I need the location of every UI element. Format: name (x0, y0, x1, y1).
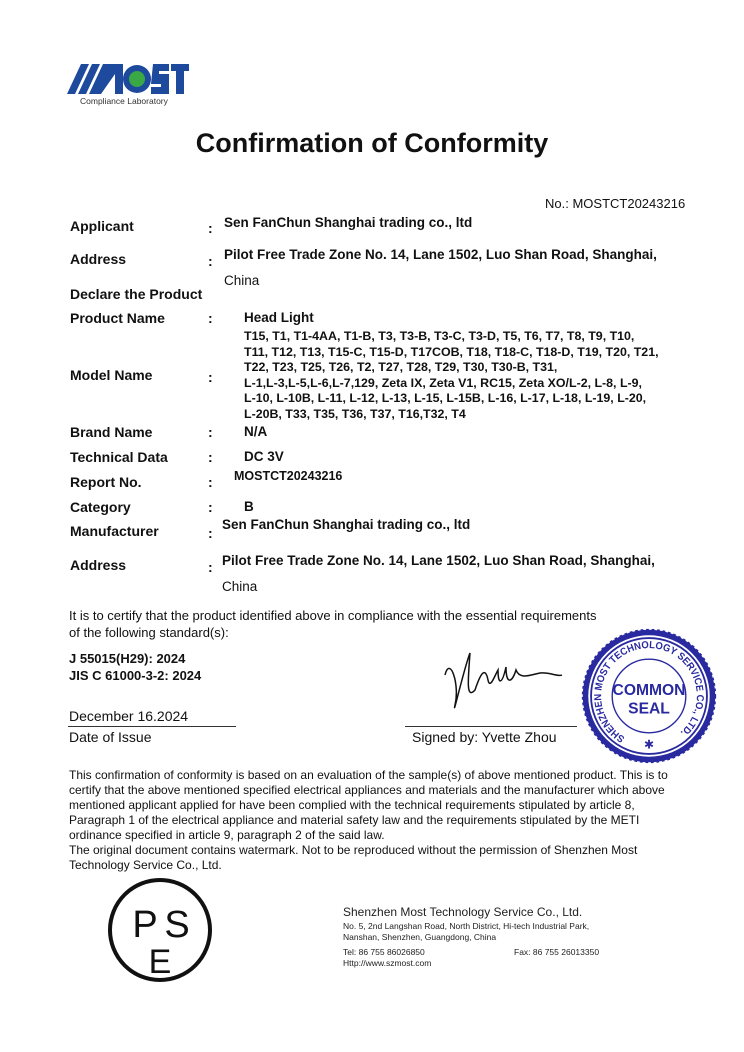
manufacturer-label: Manufacturer (70, 523, 159, 539)
svg-text:E: E (148, 943, 172, 981)
issue-date: December 16.2024 (69, 708, 189, 724)
colon: : (208, 499, 213, 515)
svg-text:S: S (164, 904, 190, 946)
signed-by: Signed by: Yvette Zhou (412, 729, 557, 745)
brand-value: N/A (244, 424, 268, 439)
tech-label: Technical Data (70, 449, 168, 465)
paragraph-1: This confirmation of conformity is based on an evaluation of the sample(s) of above mentioned product. This is to certify that the above mentioned specified electrical appliances and materials and the manufacturer which above mentioned applicant applied for have been complied with the technical requirements stipulated by article 8, Paragraph 1 of the electrical appliance and material safety law and the requirements stipulated by the METI ordinance specified in article 9, paragraph 2 of the said law. (69, 768, 668, 842)
logo-subtitle: Compliance Laboratory (80, 96, 168, 106)
pse-mark (107, 877, 213, 988)
model-list (244, 329, 659, 423)
brand-label: Brand Name (70, 424, 153, 440)
svg-text:P: P (132, 904, 158, 946)
tech-value: DC 3V (244, 449, 284, 464)
signature (440, 645, 565, 730)
footer-fax: Fax: 86 755 26013350 (514, 947, 600, 957)
date-label: Date of Issue (69, 729, 152, 745)
date-line (68, 726, 236, 727)
address2-line2: China (222, 579, 258, 594)
model-line: T11, T12, T13, T15-C, T15-D, T17COB, T18, T18-C, T18-D, T19, T20, T21, (244, 344, 659, 359)
colon: : (208, 253, 213, 269)
footer-website[interactable]: Http://www.szmost.com (343, 958, 432, 968)
model-line: T22, T23, T25, T26, T2, T27, T28, T29, T30, T30-B, T31, (244, 360, 558, 375)
colon: : (208, 449, 213, 465)
colon: : (208, 525, 213, 541)
svg-text:✱: ✱ (643, 737, 655, 752)
paragraph-2: The original document contains watermark. Not to be reproduced without the permission of Shenzhen Most Technology Service Co., Ltd. (69, 843, 638, 872)
footer-address1: No. 5, 2nd Langshan Road, North District, Hi-tech Industrial Park, (343, 921, 590, 931)
address-line2: China (224, 273, 260, 288)
page-title: Confirmation of Conformity (195, 128, 549, 158)
certificate-number (545, 196, 685, 211)
model-line: L-20B, T33, T35, T36, T37, T16,T32, T4 (244, 406, 466, 421)
address2-label: Address (70, 557, 127, 573)
category-label: Category (70, 499, 131, 515)
product-value: Head Light (244, 310, 314, 325)
standard-1: J 55015(H29): 2024 (69, 651, 186, 666)
colon: : (208, 474, 213, 490)
svg-text:SHENZHEN MOST TECHNOLOGY SERVI: SHENZHEN MOST TECHNOLOGY SERVICE CO., LTD. (593, 639, 705, 745)
colon: : (208, 424, 213, 440)
declare-label: Declare the Product (70, 286, 203, 302)
svg-text:SEAL: SEAL (628, 700, 670, 718)
number-label: No.: (545, 196, 569, 211)
colon: : (208, 220, 213, 236)
colon: : (208, 369, 213, 385)
footer-tel: Tel: 86 755 86026850 (343, 947, 425, 957)
model-line: L-10, L-10B, L-11, L-12, L-13, L-15, L-15B, L-16, L-17, L-18, L-19, L-20, (244, 391, 647, 406)
conformity-paragraph (69, 768, 689, 873)
footer-company: Shenzhen Most Technology Service Co., Ltd. (343, 905, 583, 919)
address-line1: Pilot Free Trade Zone No. 14, Lane 1502, Luo Shan Road, Shanghai, (224, 247, 657, 262)
report-value: MOSTCT20243216 (234, 469, 343, 483)
address-label: Address (70, 251, 127, 267)
report-label: Report No. (70, 474, 142, 490)
standard-2: JIS C 61000-3-2: 2024 (69, 668, 202, 683)
model-line: T15, T1, T1-4AA, T1-B, T3, T3-B, T3-C, T3-D, T5, T6, T7, T8, T9, T10, (244, 329, 635, 343)
colon: : (208, 559, 213, 575)
address2-line1: Pilot Free Trade Zone No. 14, Lane 1502, Luo Shan Road, Shanghai, (222, 553, 655, 568)
number-value: MOSTCT20243216 (572, 196, 686, 211)
applicant-value: Sen FanChun Shanghai trading co., ltd (224, 215, 473, 230)
colon: : (208, 310, 213, 326)
product-label: Product Name (70, 310, 165, 326)
model-line: L-1,L-3,L-5,L-6,L-7,129, Zeta IX, Zeta V1, RC15, Zeta XO/L-2, L-8, L-9, (244, 375, 642, 390)
model-label: Model Name (70, 367, 153, 383)
common-seal (580, 627, 718, 770)
certify-line1: It is to certify that the product identified above in compliance with the essential requirements (69, 608, 597, 623)
signature-line (405, 726, 577, 727)
category-value: B (244, 499, 254, 514)
svg-text:COMMON: COMMON (612, 682, 686, 700)
certify-line2: of the following standard(s): (69, 625, 229, 640)
footer-address2: Nanshan, Shenzhen, Guangdong, China (343, 932, 497, 942)
manufacturer-value: Sen FanChun Shanghai trading co., ltd (222, 517, 471, 532)
applicant-label: Applicant (70, 218, 134, 234)
